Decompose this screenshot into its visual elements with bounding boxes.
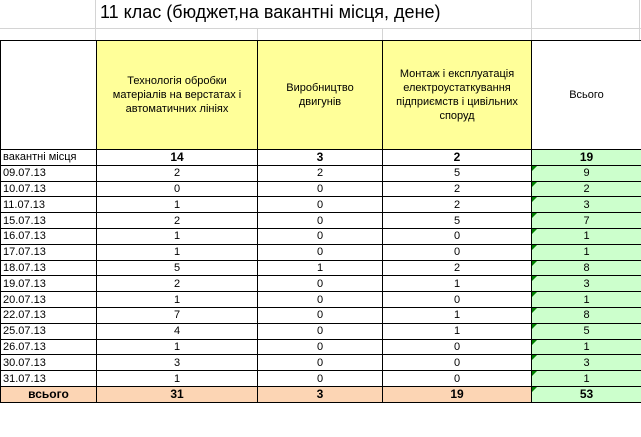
summary-row [1,386,641,402]
date-cell[interactable]: 20.07.13 [1,292,97,308]
total-value: 8 [583,309,590,322]
comment-marker-icon [532,261,537,266]
cell-total[interactable] [532,323,641,339]
cell-col3[interactable]: 0 [383,371,532,387]
date-cell[interactable]: 26.07.13 [1,339,97,355]
comment-marker-icon [532,371,537,376]
sheet-title[interactable]: 11 клас (бюджет,на вакантні місця, дене) [100,2,441,22]
comment-marker-icon [532,213,537,218]
comment-marker-icon [532,355,537,360]
date-cell[interactable]: 17.07.13 [1,244,97,260]
enrollment-table [0,40,641,403]
summary-cell-col1[interactable]: 31 [97,386,258,402]
grid-line [531,0,532,28]
blank-row [0,28,641,40]
table-row [1,276,641,292]
grid-line [95,28,96,40]
cell-col2[interactable]: 0 [258,371,383,387]
cell-col1[interactable]: 1 [97,197,258,213]
cell-col2[interactable]: 1 [258,260,383,276]
date-cell[interactable]: 09.07.13 [1,165,97,181]
header-text: Виробництво двигунів [286,82,354,108]
cell-col3[interactable]: 0 [383,339,532,355]
total-value: 1 [583,230,590,243]
cell-col1[interactable]: 5 [97,260,258,276]
cell-total[interactable] [532,339,641,355]
total-value: 3 [583,356,590,369]
title-row [0,0,641,29]
cell-col1[interactable]: 2 [97,276,258,292]
cell-col3[interactable]: 0 [383,292,532,308]
grid-line [95,0,96,28]
date-cell[interactable]: 16.07.13 [1,228,97,244]
total-value: 1 [583,293,590,306]
vacant-cell-col2[interactable]: 3 [258,150,383,166]
vacant-label-cell[interactable]: вакантні місця [1,150,97,166]
table-row [1,244,641,260]
cell-col1[interactable]: 1 [97,292,258,308]
cell-total[interactable] [532,276,641,292]
cell-total[interactable] [532,213,641,229]
total-value: 3 [583,198,590,211]
comment-marker-icon [532,229,537,234]
cell-total[interactable] [532,260,641,276]
grid-line [382,28,383,40]
header-cell-total[interactable] [532,41,641,150]
total-value: 1 [583,372,590,385]
cell-total[interactable] [532,355,641,371]
date-cell[interactable]: 25.07.13 [1,323,97,339]
vacant-cell-col3[interactable]: 2 [383,150,532,166]
cell-col1[interactable]: 7 [97,307,258,323]
grid-line [531,28,532,40]
table-row [1,181,641,197]
total-value: 9 [583,167,590,180]
cell-col3[interactable]: 2 [383,181,532,197]
cell-col3[interactable]: 5 [383,213,532,229]
total-value: 2 [583,182,590,195]
cell-total[interactable] [532,165,641,181]
cell-col1[interactable]: 2 [97,165,258,181]
cell-col2[interactable]: 2 [258,165,383,181]
comment-marker-icon [532,197,537,202]
date-cell[interactable]: 15.07.13 [1,213,97,229]
cell-col3[interactable]: 1 [383,276,532,292]
cell-col2[interactable]: 0 [258,181,383,197]
table-row [1,228,641,244]
header-text: Всього [569,89,604,101]
cell-total[interactable] [532,181,641,197]
comment-marker-icon [532,387,537,392]
cell-col3[interactable]: 2 [383,197,532,213]
cell-col1[interactable]: 1 [97,339,258,355]
comment-marker-icon [532,308,537,313]
summary-cell-col3[interactable]: 19 [383,386,532,402]
date-cell[interactable]: 11.07.13 [1,197,97,213]
comment-marker-icon [532,245,537,250]
cell-total[interactable] [532,371,641,387]
comment-marker-icon [532,324,537,329]
total-value: 1 [583,246,590,259]
cell-col2[interactable]: 0 [258,228,383,244]
total-value: 7 [583,214,590,227]
cell-total[interactable] [532,307,641,323]
cell-total[interactable] [532,197,641,213]
cell-col2[interactable]: 0 [258,339,383,355]
table-row [1,213,641,229]
table-row [1,260,641,276]
grid-line [639,0,640,28]
date-cell[interactable]: 19.07.13 [1,276,97,292]
header-cell-col1[interactable] [97,41,258,150]
date-cell[interactable]: 18.07.13 [1,260,97,276]
comment-marker-icon [532,166,537,171]
total-value: 8 [583,261,590,274]
cell-col2[interactable]: 0 [258,355,383,371]
cell-col2[interactable]: 0 [258,307,383,323]
table-row [1,197,641,213]
summary-label-cell[interactable]: всього [1,386,97,402]
header-cell-col2[interactable] [258,41,383,150]
total-value: 3 [583,277,590,290]
vacant-row [1,150,641,166]
total-value: 5 [583,325,590,338]
header-text: Технологія обробки матеріалів на верстатах і автоматичних лініях [112,75,242,115]
comment-marker-icon [532,182,537,187]
cell-total[interactable] [532,244,641,260]
cell-col3[interactable]: 0 [383,228,532,244]
date-cell[interactable]: 10.07.13 [1,181,97,197]
date-cell[interactable]: 31.07.13 [1,371,97,387]
comment-marker-icon [532,292,537,297]
table-row [1,339,641,355]
date-cell[interactable]: 22.07.13 [1,307,97,323]
header-cell-col3[interactable] [383,41,532,150]
summary-cell-col2[interactable]: 3 [258,386,383,402]
table-row [1,292,641,308]
cell-col2[interactable]: 0 [258,276,383,292]
cell-total[interactable] [532,292,641,308]
comment-marker-icon [532,340,537,345]
date-cell[interactable]: 30.07.13 [1,355,97,371]
cell-col3[interactable]: 1 [383,307,532,323]
cell-col3[interactable]: 0 [383,355,532,371]
cell-col1[interactable]: 0 [97,181,258,197]
cell-col1[interactable]: 2 [97,213,258,229]
table-row [1,323,641,339]
grid-line [257,28,258,40]
cell-col2[interactable]: 0 [258,323,383,339]
cell-col2[interactable]: 0 [258,213,383,229]
comment-marker-icon [532,276,537,281]
header-cell-empty[interactable] [1,41,97,150]
cell-col1[interactable]: 1 [97,244,258,260]
vacant-cell-total[interactable]: 19 [532,150,641,166]
table-row [1,307,641,323]
cell-col3[interactable]: 5 [383,165,532,181]
header-row [1,41,641,150]
cell-col3[interactable]: 0 [383,244,532,260]
cell-col3[interactable]: 1 [383,323,532,339]
cell-col2[interactable]: 0 [258,244,383,260]
cell-col2[interactable]: 0 [258,197,383,213]
table-row [1,371,641,387]
cell-total[interactable] [532,228,641,244]
total-value: 1 [583,340,590,353]
cell-col1[interactable]: 1 [97,228,258,244]
grid-line [639,28,640,40]
cell-col3[interactable]: 2 [383,260,532,276]
cell-col1[interactable]: 1 [97,371,258,387]
summary-cell-total[interactable] [532,386,641,402]
cell-col1[interactable]: 3 [97,355,258,371]
table-row [1,165,641,181]
cell-col2[interactable]: 0 [258,292,383,308]
vacant-cell-col1[interactable]: 14 [97,150,258,166]
table-row [1,355,641,371]
header-text: Монтаж і експлуатація електроустаткування підприємств і цивільних споруд [396,68,518,122]
total-value: 53 [579,387,594,402]
cell-col1[interactable]: 4 [97,323,258,339]
